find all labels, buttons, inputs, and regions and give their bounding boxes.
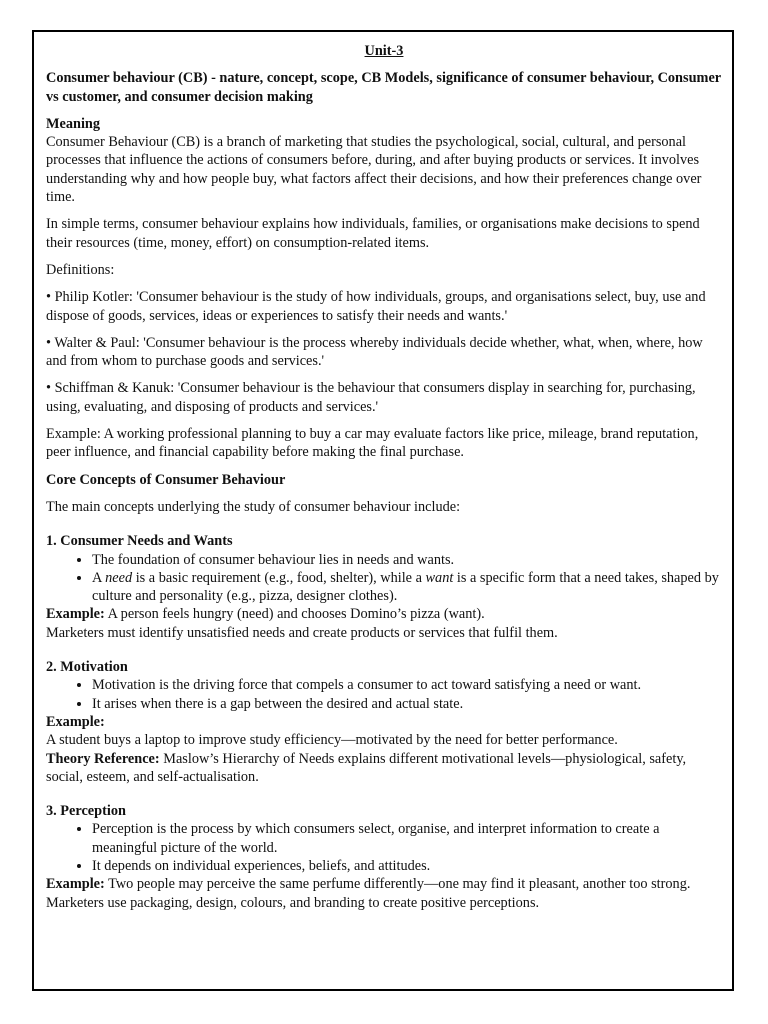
motivation-example: A student buys a laptop to improve study efficiency—motivated by the need for better performance. — [46, 732, 618, 749]
definitions-example: Example: A working professional planning to buy a car may evaluate factors like price, mileage, brand reputation, peer influence, and financial capability before making the final purchase. — [46, 426, 699, 461]
need-term: need — [105, 569, 133, 586]
meaning-paragraph-1: Consumer Behaviour (CB) is a branch of marketing that studies the psychological, social, cultural, and personal processes that influence the actions of consumers before, during, and after buying products or services. It involves understanding why and how people buy, what factors affect their decisions, and how their preferences change over time. — [46, 134, 702, 206]
needs-example: Example: A person feels hungry (need) and chooses Domino’s pizza (want). — [46, 606, 485, 623]
core-concepts-intro: The main concepts underlying the study of consumer behaviour include: — [46, 498, 461, 515]
list-item: • Perception is the process by which consumers select, organise, and interpret information to create a meaningful picture of the world. — [92, 820, 722, 857]
list-item: • Motivation is the driving force that compels a consumer to act toward satisfying a need or want. — [92, 676, 722, 694]
perception-heading: 3. Perception — [46, 803, 126, 820]
list-item: • The foundation of consumer behaviour lies in needs and wants. — [92, 551, 722, 569]
definition-walter-paul: • Walter & Paul: 'Consumer behaviour is the process whereby individuals decide whether, what, when, where, how and from whom to purchase goods and services.' — [46, 334, 703, 370]
list-item: • It depends on individual experiences, beliefs, and attitudes. — [92, 857, 722, 875]
list-item: • A need is a basic requirement (e.g., food, shelter), while a want is a specific form that a need takes, shaped by culture and personality (e.g., pizza, designer clothes). — [92, 569, 722, 606]
perception-example: Example: Two people may perceive the same perfume differently—one may find it pleasant, another too strong. — [46, 876, 691, 893]
unit-title: Unit-3 — [364, 43, 404, 59]
perception-note: Marketers use packaging, design, colours, and branding to create positive perceptions. — [46, 894, 540, 911]
meaning-heading: Meaning — [46, 115, 101, 132]
motivation-theory: Theory Reference: Maslow’s Hierarchy of Needs explains different motivational levels—physiological, safety, social, esteem, and self-actualisation. — [46, 750, 687, 785]
list-item: • It arises when there is a gap between the desired and actual state. — [92, 695, 722, 713]
needs-heading: 1. Consumer Needs and Wants — [46, 533, 233, 550]
motivation-heading: 2. Motivation — [46, 659, 128, 676]
definition-kotler: • Philip Kotler: 'Consumer behaviour is the study of how individuals, groups, and organisations select, buy, use and dispose of goods, services, ideas or experiences to satisfy their needs and wants.' — [46, 289, 706, 324]
meaning-paragraph-2: In simple terms, consumer behaviour explains how individuals, families, or organisations make decisions to spend their resources (time, money, effort) on consumption-related items. — [46, 216, 700, 251]
motivation-list — [46, 676, 722, 713]
needs-list — [46, 551, 722, 606]
perception-list — [46, 820, 722, 875]
definition-schiffman-kanuk: • Schiffman & Kanuk: 'Consumer behaviour is the behaviour that consumers display in searching for, purchasing, using, evaluating, and disposing of products and services.' — [46, 380, 696, 415]
needs-note: Marketers must identify unsatisfied needs and create products or services that fulfil them. — [46, 624, 558, 641]
want-term: want — [425, 569, 454, 586]
core-concepts-heading: Core Concepts of Consumer Behaviour — [46, 471, 286, 488]
document-body — [46, 42, 722, 912]
main-heading: Consumer behaviour (CB) - nature, concept, scope, CB Models, significance of consumer behaviour, Consumer vs customer, and consumer decision making — [46, 70, 721, 105]
definitions-heading: Definitions: — [46, 261, 115, 278]
motivation-example-label: Example: — [46, 713, 105, 730]
